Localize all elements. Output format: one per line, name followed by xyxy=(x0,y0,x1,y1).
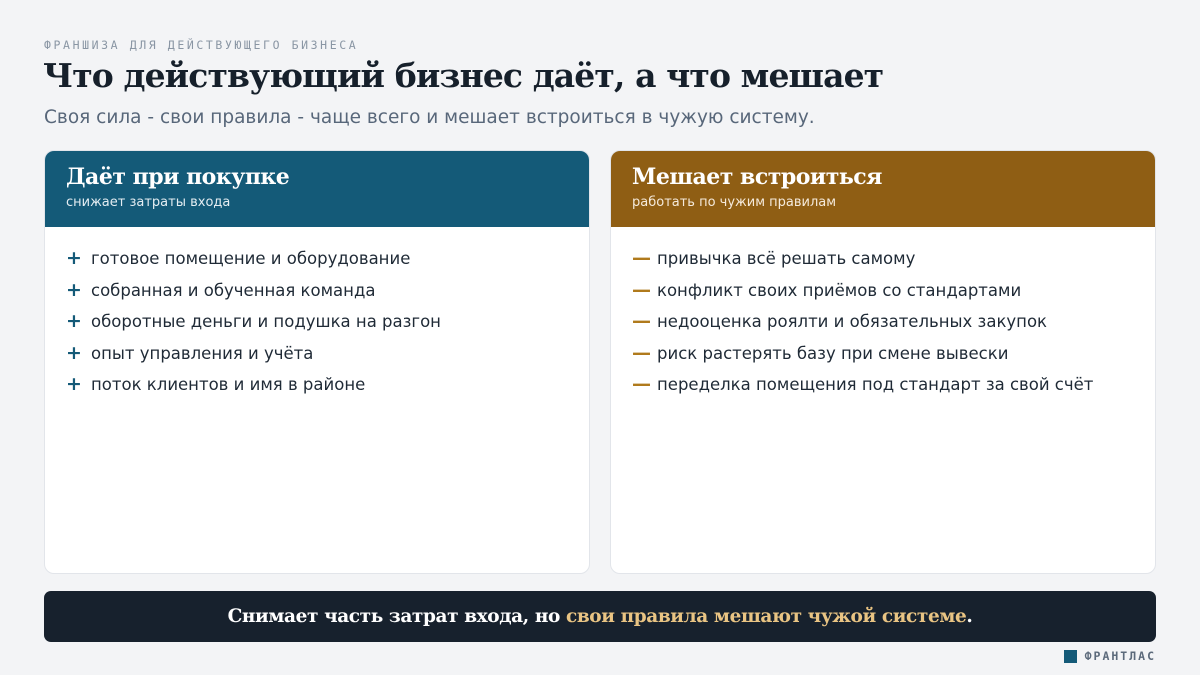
plus-icon: + xyxy=(66,373,82,396)
minus-icon: — xyxy=(632,278,651,301)
list-item xyxy=(66,243,589,275)
hinders-list xyxy=(611,227,1155,401)
summary-end: . xyxy=(966,606,973,627)
summary-banner xyxy=(44,591,1156,642)
gives-list xyxy=(45,227,589,401)
hinders-card-title: Мешает встроиться xyxy=(632,164,882,190)
list-item-text: поток клиентов и имя в районе xyxy=(91,375,366,395)
list-item xyxy=(632,243,1155,275)
minus-icon: — xyxy=(632,373,651,396)
list-item-text: опыт управления и учёта xyxy=(91,343,314,363)
list-item xyxy=(632,275,1155,307)
brand-square-icon xyxy=(1064,650,1077,663)
summary-text: Снимает часть затрат входа, но xyxy=(227,606,560,627)
summary-highlight: свои правила мешают чужой системе xyxy=(565,606,967,627)
gives-card-header xyxy=(45,151,589,227)
page-subtitle: Своя сила - свои правила - чаще всего и мешает встроиться в чужую систему. xyxy=(44,107,815,128)
list-item xyxy=(632,338,1155,370)
brand-name: ФРАНТЛАС xyxy=(1084,649,1156,663)
list-item xyxy=(66,369,589,401)
hinders-card-subtitle: работать по чужим правилам xyxy=(632,195,837,210)
minus-icon: — xyxy=(632,310,651,333)
list-item-text: недооценка роялти и обязательных закупок xyxy=(657,312,1048,332)
plus-icon: + xyxy=(66,278,82,301)
plus-icon: + xyxy=(66,341,82,364)
list-item xyxy=(632,369,1155,401)
eyebrow: ФРАНШИЗА ДЛЯ ДЕЙСТВУЮЩЕГО БИЗНЕСА xyxy=(44,38,359,52)
gives-card-subtitle: снижает затраты входа xyxy=(66,195,231,210)
hinders-card xyxy=(610,150,1156,574)
minus-icon: — xyxy=(632,341,651,364)
list-item xyxy=(66,306,589,338)
minus-icon: — xyxy=(632,247,651,270)
gives-card-title: Даёт при покупке xyxy=(66,164,290,190)
brand-logo xyxy=(1064,649,1156,663)
hinders-card-header xyxy=(611,151,1155,227)
list-item-text: переделка помещения под стандарт за свой счёт xyxy=(657,375,1094,395)
list-item-text: риск растерять базу при смене вывески xyxy=(657,343,1009,363)
plus-icon: + xyxy=(66,247,82,270)
plus-icon: + xyxy=(66,310,82,333)
page-title: Что действующий бизнес даёт, а что мешает xyxy=(43,56,884,95)
list-item-text: готовое помещение и оборудование xyxy=(91,249,411,269)
list-item-text: привычка всё решать самому xyxy=(657,249,916,269)
list-item xyxy=(66,275,589,307)
gives-card xyxy=(44,150,590,574)
list-item-text: собранная и обученная команда xyxy=(91,280,376,300)
list-item xyxy=(66,338,589,370)
list-item xyxy=(632,306,1155,338)
list-item-text: оборотные деньги и подушка на разгон xyxy=(91,312,441,332)
list-item-text: конфликт своих приёмов со стандартами xyxy=(657,280,1022,300)
